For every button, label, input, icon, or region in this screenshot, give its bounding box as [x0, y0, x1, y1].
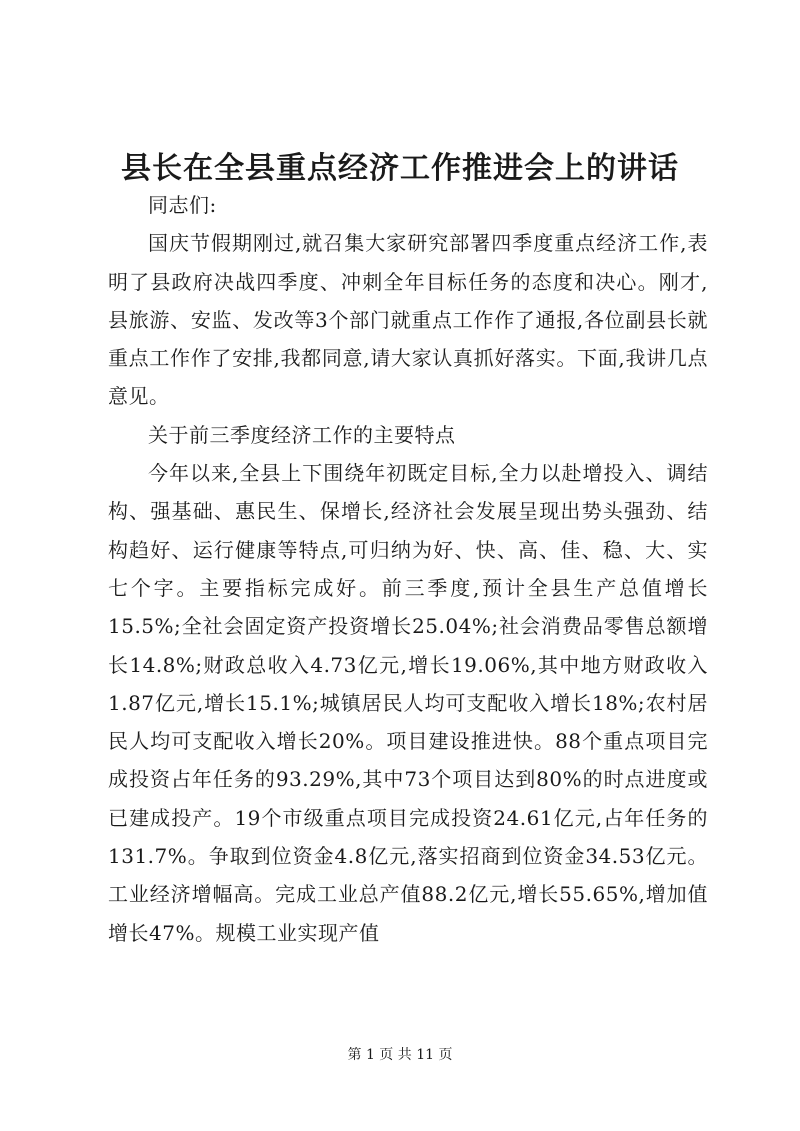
page-number-footer: 第 1 页 共 11 页	[347, 1047, 453, 1063]
section-heading: 关于前三季度经济工作的主要特点	[148, 422, 456, 447]
paragraph-main: 今年以来,全县上下围绕年初既定目标,全力以赴增投入、调结构、强基础、惠民生、保增长,经济社会发展呈现出势头强劲、结构趋好、运行健康等特点,可归纳为好、快、高、佳、稳、大、实七个字。主要指标完成好。前三季度,预计全县生产总值增长15.5%;全社会固定资产投资增长25.04%;社会消费品零售总额增长14.8%;财政总收入4.73亿元,增长19.06%,其中地方财政收入1.87亿元,增长15.1%;城镇居民人均可支配收入增长18%;农村居民人均可支配收入增长20%。项目建设推进快。88个重点项目完成投资占年任务的93.29%,其中73个项目达到80%的时点进度或已建成投产。19个市级重点项目完成投资24.61亿元,占年任务的131.7%。争取到位资金4.8亿元,落实招商到位资金34.53亿元。工业经济增幅高。完成工业总产值88.2亿元,增长55.65%,增加值增长47%。规模工业实现产值	[108, 461, 708, 945]
paragraph-opening: 国庆节假期刚过,就召集大家研究部署四季度重点经济工作,表明了县政府决战四季度、冲刺全年目标任务的态度和决心。刚才,县旅游、安监、发改等3个部门就重点工作作了通报,各位副县长就重点工作作了安排,我都同意,请大家认真抓好落实。下面,我讲几点意见。	[108, 231, 708, 409]
salutation: 同志们:	[148, 193, 217, 217]
document-title: 县长在全县重点经济工作推进会上的讲话	[121, 151, 679, 186]
document-body	[108, 186, 708, 952]
